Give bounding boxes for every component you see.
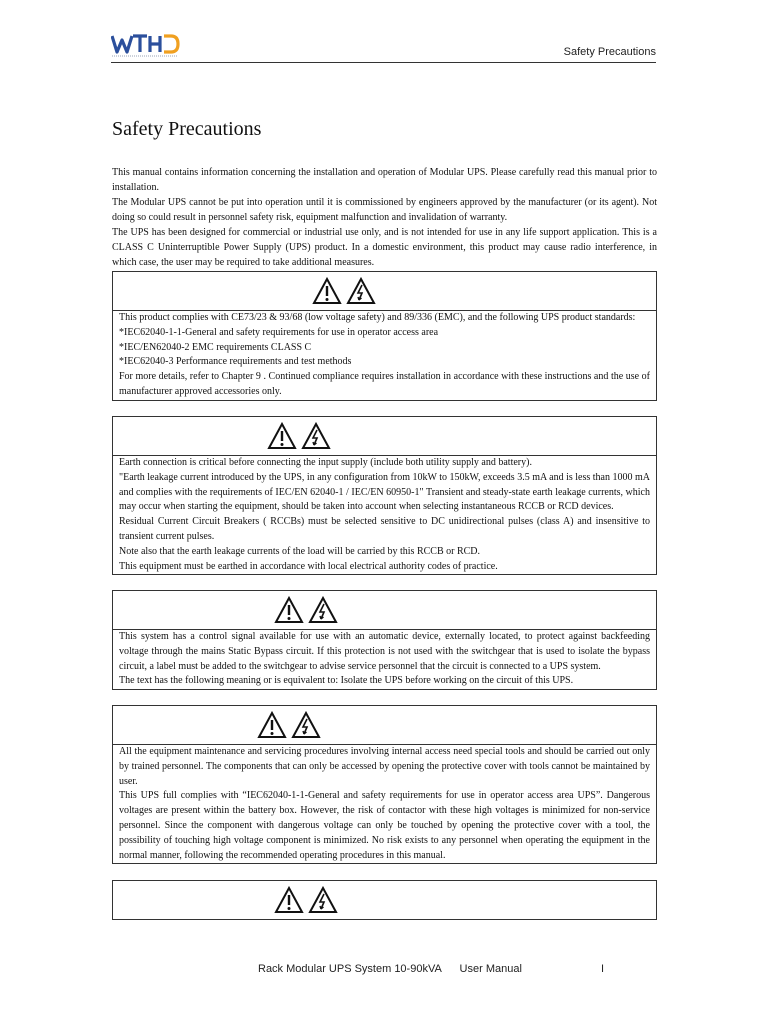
notice-line: Residual Current Circuit Breakers ( RCCBs) must be selected sensitive to DC unidirectional pulses (class A) and insensitive to transient current pulses. — [119, 516, 650, 542]
notice-line: This equipment must be earthed in accordance with local electrical authority codes of practice. — [119, 560, 498, 572]
notice-body — [113, 630, 656, 689]
notice-body — [113, 311, 656, 400]
page-title: Safety Precautions — [112, 118, 262, 140]
warning-icon — [267, 422, 297, 450]
warning-icon — [312, 277, 342, 305]
header-title: Safety Precautions — [563, 46, 656, 58]
notice-line: Note also that the earth leakage currents of the load will be carried by this RCCB or RCD. — [119, 545, 481, 557]
notice-icons — [312, 277, 376, 305]
notice-icons-row — [113, 417, 656, 456]
notice-line: Earth connection is critical before connecting the input supply (include both utility supply and battery). — [119, 457, 532, 468]
notice-body — [113, 456, 656, 574]
electric-shock-icon — [301, 422, 331, 450]
notice-line: This system has a control signal available for use with an automatic device, externally located, to protect against backfeeding voltage through the mains Static Bypass circuit. If this protection is not used with the switchgear that is used to isolate the bypass circuit, a label must be added to the switchgear to advise service personnel that the circuit is connected to a UPS system. — [119, 631, 650, 672]
notice-line: This UPS full complies with “IEC62040-1-1-General and safety requirements for use in operator access area UPS”. Dangerous voltages are present within the battery box. However, the risk of contactor with these high voltages is minimized for non-service personnel. Since the component with dangerous voltage can only be touched by opening the protective cover with a tool, the possibility of touching high voltage component is minimized. No risk exists to any personnel when operating the equipment in the normal manner, following the recommended operating procedures in this manual. — [119, 790, 650, 861]
electric-shock-icon — [346, 277, 376, 305]
warning-icon — [274, 886, 304, 914]
notice-line: "Earth leakage current introduced by the UPS, in any configuration from 10kW to 150kW, exceeds 3.5 mA and is less than 1000 mA and complies with the requirements of IEC/EN 62040-1 / IEC/EN 60950-1" Transient and steady-state earth leakage currents, which may occur when starting the equipment, should be taken into account when selecting instantaneous RCCB or RCD devices. — [119, 471, 650, 513]
notice-box-continued — [112, 880, 657, 920]
notice-body — [113, 745, 656, 863]
notice-icons — [274, 596, 338, 624]
intro-paragraph: This manual contains information concerning the installation and operation of Modular UPS. Please carefully read this manual prior to installation. — [112, 167, 657, 193]
notice-box-earth-connection — [112, 416, 657, 575]
notice-box-backfeed — [112, 590, 657, 690]
notice-line: *IEC/EN62040-2 EMC requirements CLASS C — [119, 341, 312, 353]
notice-line: All the equipment maintenance and servicing procedures involving internal access need special tools and should be carried out only by trained personnel. The components that can only be accessed by opening the protective cover with tools cannot be maintained by user. — [119, 746, 650, 787]
notice-icons-row — [113, 591, 656, 630]
notice-line: This product complies with CE73/23 & 93/68 (low voltage safety) and 89/336 (EMC), and the following UPS product standards: — [119, 312, 636, 323]
notice-icons — [274, 886, 338, 914]
notice-line: *IEC62040-3 Performance requirements and test methods — [119, 356, 352, 368]
header-divider — [111, 62, 656, 63]
electric-shock-icon — [308, 596, 338, 624]
company-logo — [111, 32, 181, 60]
notice-line: The text has the following meaning or is equivalent to: Isolate the UPS before working on the circuit of this UPS. — [119, 675, 574, 687]
electric-shock-icon — [308, 886, 338, 914]
intro-text — [112, 165, 657, 270]
notice-icons-row — [113, 272, 656, 311]
notice-line: *IEC62040-1-1-General and safety requirements for use in operator access area — [119, 326, 439, 338]
warning-icon — [274, 596, 304, 624]
notice-icons — [257, 711, 321, 739]
notice-line: For more details, refer to Chapter 9 . Continued compliance requires installation in accordance with these instructions and the use of manufacturer approved accessories only. — [119, 371, 650, 397]
footer-text: Rack Modular UPS System 10-90kVA User Manual — [258, 963, 522, 975]
electric-shock-icon — [291, 711, 321, 739]
warning-icon — [257, 711, 287, 739]
notice-box-compliance — [112, 271, 657, 401]
intro-paragraph: The UPS has been designed for commercial or industrial use only, and is not intended for use in any life support application. This is a CLASS C Uninterruptible Power Supply (UPS) product. In a domestic environment, this product may cause radio interference, in which case, the user may be required to take additional measures. — [112, 227, 657, 268]
page-number: I — [601, 963, 605, 975]
notice-icons — [267, 422, 331, 450]
notice-box-maintenance — [112, 705, 657, 864]
notice-icons-row — [113, 706, 656, 745]
intro-paragraph: The Modular UPS cannot be put into operation until it is commissioned by engineers approved by the manufacturer (or its agent). Not doing so could result in personnel safety risk, equipment malfunction and invalidation of warranty. — [112, 197, 657, 223]
